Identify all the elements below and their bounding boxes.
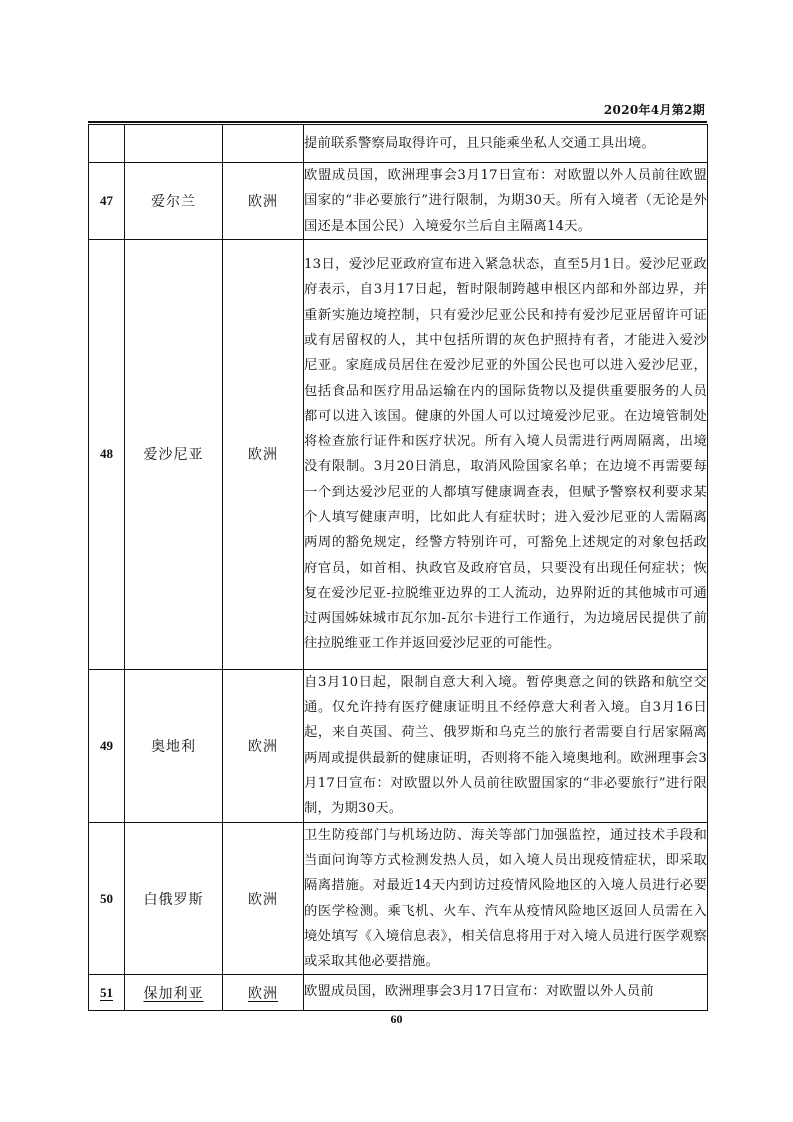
measures-text: 13日，爱沙尼亚政府宣布进入紧急状态，直至5月1日。爱沙尼亚政府表示，自3月17日起，暂时限制跨越申根区内部和外部边界，并重新实施边境控制，只有爱沙尼亚公民和持有爱沙尼亚居留许可证或有居留权的人，其中包括所谓的灰色护照持有者，才能进入爱沙尼亚。家庭成员居住在爱沙尼亚的外国公民也可以进入爱沙尼亚，包括食品和医疗用品运输在内的国际货物以及提供重要服务的人员都可以进入该国。健康的外国人可以过境爱沙尼亚。在边境管制处将检查旅行证件和医疗状况。所有入境人员需进行两周隔离，出境没有限制。3月20日消息，取消风险国家名单；在边境不再需要每一个到达爱沙尼亚的人都填写健康调查表，但赋予警察权利要求某个人填写健康声明，比如此人有症状时；进入爱沙尼亚的人需隔离两周的豁免规定，经警方特别许可，可豁免上述规定的对象包括政府官员，如首相、执政官及政府官员，只要没有出现任何症状；恢复在爱沙尼亚-拉脱维亚边界的工人流动，边界附近的其他城市可通过两国姊妹城市瓦尔加-瓦尔卡进行工作通行，为边境居民提供了前往拉脱维亚工作并返回爱沙尼亚的可能性。 — [304, 239, 708, 669]
row-number: 47 — [89, 163, 125, 240]
table-row — [89, 975, 708, 1011]
country-name: 爱尔兰 — [125, 163, 223, 240]
measures-text: 自3月10日起，限制自意大利入境。暂停奥意之间的铁路和航空交通。仅允许持有医疗健康证明且不经停意大利者入境。自3月16日起，来自英国、荷兰、俄罗斯和乌克兰的旅行者需要自行居家隔离两周或提供最新的健康证明，否则将不能入境奥地利。欧洲理事会3月17日宣布：对欧盟以外人员前往欧盟国家的“非必要旅行”进行限制，为期30天。 — [304, 669, 708, 822]
table-row — [89, 669, 708, 822]
table-row — [89, 125, 708, 163]
row-number — [89, 125, 125, 163]
country-name: 白俄罗斯 — [125, 822, 223, 975]
region: 欧洲 — [223, 669, 304, 822]
region: 欧洲 — [223, 163, 304, 240]
table-row — [89, 163, 708, 240]
region: 欧洲 — [223, 239, 304, 669]
country-name — [125, 125, 223, 163]
measures-text: 欧盟成员国，欧洲理事会3月17日宣布：对欧盟以外人员前 — [304, 975, 708, 1011]
region — [223, 125, 304, 163]
country-name: 奥地利 — [125, 669, 223, 822]
country-name: 爱沙尼亚 — [125, 239, 223, 669]
region: 欧洲 — [223, 822, 304, 975]
header-rule — [88, 121, 707, 123]
row-number: 50 — [89, 822, 125, 975]
measures-text: 提前联系警察局取得许可，且只能乘坐私人交通工具出境。 — [304, 125, 708, 163]
row-number: 49 — [89, 669, 125, 822]
table-row — [89, 239, 708, 669]
row-number: 48 — [89, 239, 125, 669]
issue-date: 2020年4月第2期 — [603, 103, 705, 117]
table-row — [89, 822, 708, 975]
row-number: 51 — [100, 984, 113, 1000]
measures-text: 欧盟成员国，欧洲理事会3月17日宣布：对欧盟以外人员前往欧盟国家的“非必要旅行”进行限制，为期30天。所有入境者（无论是外国还是本国公民）入境爱尔兰后自主隔离14天。 — [304, 163, 708, 240]
country-measures-table — [88, 124, 708, 1011]
country-name: 保加利亚 — [143, 985, 204, 1002]
region: 欧洲 — [248, 985, 278, 1002]
measures-text: 卫生防疫部门与机场边防、海关等部门加强监控，通过技术手段和当面问询等方式检测发热人员，如入境人员出现疫情症状，即采取隔离措施。对最近14天内到访过疫情风险地区的入境人员进行必要的医学检测。乘飞机、火车、汽车从疫情风险地区返回人员需在入境处填写《入境信息表》，相关信息将用于对入境人员进行医学观察或采取其他必要措施。 — [304, 822, 708, 975]
page-number: 60 — [390, 1012, 403, 1026]
